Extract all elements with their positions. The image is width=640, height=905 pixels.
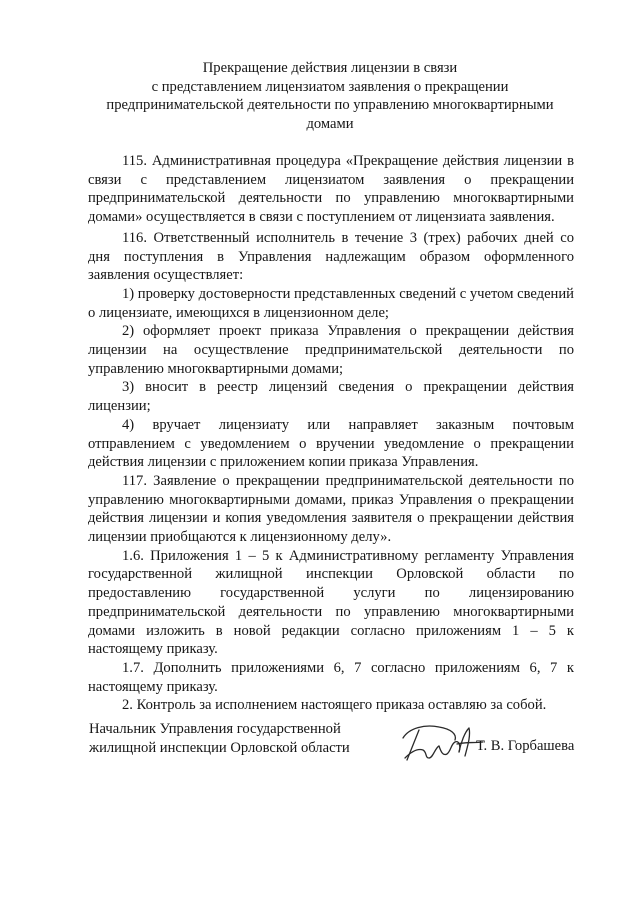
title-line-4: домами xyxy=(306,115,354,132)
paragraph-116-item-4: 4) вручает лицензиату или направляет заказным почтовым отправлением с уведомлением о вручении уведомление о прекращении действия лицензии с приложением копии приказа Управления. xyxy=(88,416,574,471)
signatory-name: Т. В. Горбашева xyxy=(476,738,575,754)
paragraph-1-6: 1.6. Приложения 1 – 5 к Административному регламенту Управления государственной жилищной инспекции Орловской области по предоставлению государственной услуги по лицензированию предпринимательской деятельности по управлению многоквартирными домами изложить в новой редакции согласно приложениям 1 – 5 к настоящему приказу. xyxy=(88,547,574,658)
handwritten-signature xyxy=(395,718,487,766)
paragraph-1-7: 1.7. Дополнить приложениями 6, 7 согласно приложениям 6, 7 к настоящему приказу. xyxy=(88,659,574,695)
signatory-position-line-1: Начальник Управления государственной xyxy=(89,721,341,737)
title-line-1: Прекращение действия лицензии в связи xyxy=(202,60,458,76)
paragraph-117: 117. Заявление о прекращении предпринимательской деятельности по управлению многоквартирными домами, приказ Управления о прекращении действия лицензии и копия уведомления заявителя о прекращении действия лицензии приобщаются к лицензионному делу». xyxy=(88,472,574,546)
signature-stroke-5 xyxy=(459,728,470,756)
title-line-3: предпринимательской деятельности по управлению многоквартирными xyxy=(106,97,554,113)
signatory-position-line-2: жилищной инспекции Орловской области xyxy=(89,739,350,756)
signatory-position xyxy=(89,720,389,757)
paragraph-116-item-1: 1) проверку достоверности представленных сведений с учетом сведений о лицензиате, имеющихся в лицензионном деле; xyxy=(88,285,574,321)
document-title xyxy=(86,59,574,133)
paragraph-116: 116. Ответственный исполнитель в течение 3 (трех) рабочих дней со дня поступления в Управления надлежащим образом оформленного заявления осуществляет: xyxy=(88,229,574,284)
document-body xyxy=(88,152,574,715)
paragraph-116-item-3: 3) вносит в реестр лицензий сведения о прекращении действия лицензии; xyxy=(88,379,574,415)
paragraph-115: 115. Административная процедура «Прекращение действия лицензии в связи с представлением лицензиатом заявления о прекращении предпринимательской деятельности по управлению многоквартирными домами» осуществляется в связи с поступлением от лицензиата заявления. xyxy=(88,153,574,226)
paragraph-116-item-2: 2) оформляет проект приказа Управления о прекращении действия лицензии на осуществление предпринимательской деятельности по управлению многоквартирными домами; xyxy=(88,323,574,377)
signature-stroke-1 xyxy=(403,726,455,740)
signature-stroke-2 xyxy=(407,730,419,760)
paragraph-2: 2. Контроль за исполнением настоящего приказа оставляю за собой. xyxy=(122,697,547,714)
title-line-2: с представлением лицензиатом заявления о прекращении xyxy=(151,78,509,95)
